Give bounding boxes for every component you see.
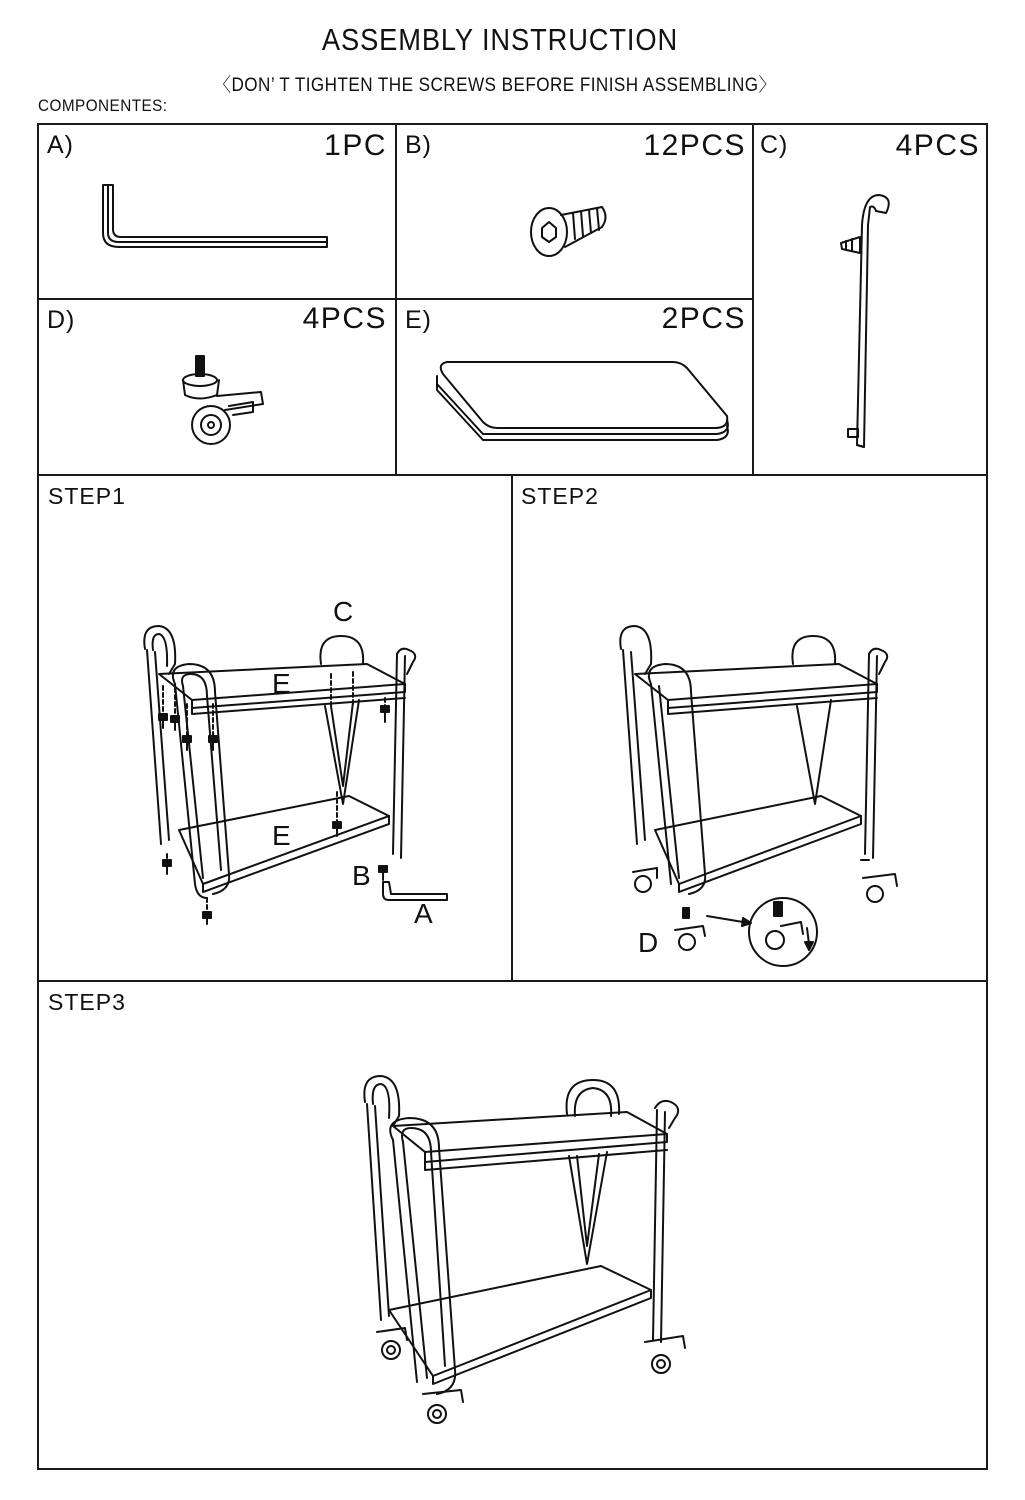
callout-d: D [638,927,659,958]
part-d-cell [39,300,395,474]
step3-cart-diagram [37,980,988,1470]
part-e-cell [397,300,752,474]
part-qty: 1PC [324,129,387,162]
hex-key-icon [39,125,395,298]
part-c-cell [754,125,986,474]
components-label: COMPONENTES: [38,96,168,115]
part-a-cell [39,125,395,298]
step3-label: STEP3 [48,989,126,1015]
part-qty: 4PCS [895,129,980,162]
page-title: ASSEMBLY INSTRUCTION [321,22,679,57]
part-b-cell [397,125,752,298]
shelf-board-icon [397,300,752,474]
screw-icon [397,125,752,298]
callout-e-bottom: E [272,820,291,851]
step1-cart-diagram [37,474,513,982]
part-id: B) [405,131,432,159]
callout-c: C [333,596,354,627]
caster-wheel-icon [39,300,395,474]
part-qty: 2PCS [661,302,746,335]
step1-label: STEP1 [48,483,126,509]
callout-e-top: E [272,668,291,699]
part-id: E) [405,306,432,334]
frame-leg-icon [754,125,986,474]
callout-a: A [414,898,433,929]
page-subtitle: 〈DON’ T TIGHTEN THE SCREWS BEFORE FINISH ASSEMBLING〉 [213,75,777,96]
part-qty: 12PCS [643,129,746,162]
part-id: A) [47,131,74,159]
part-qty: 4PCS [302,302,387,335]
part-id: D) [47,306,76,334]
part-id: C) [760,131,789,159]
step2-cart-diagram [511,474,988,982]
step2-label: STEP2 [521,483,599,509]
callout-b: B [352,860,371,891]
